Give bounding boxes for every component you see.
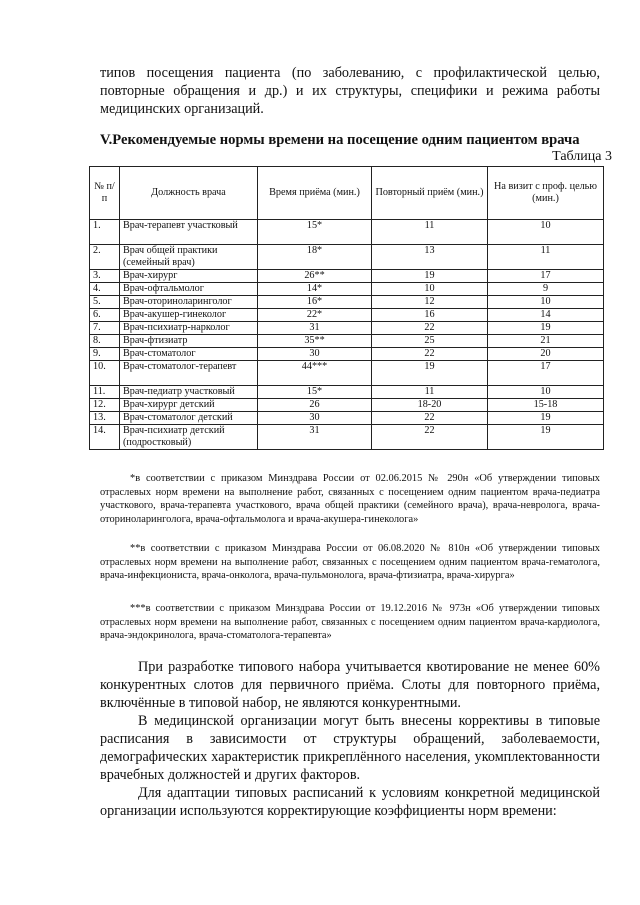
cell-num: 10. — [90, 361, 120, 386]
cell-num: 14. — [90, 425, 120, 450]
cell-num: 13. — [90, 412, 120, 425]
cell-intake: 15* — [258, 220, 372, 245]
paragraph-corrections-text: В медицинской организации могут быть внесены коррективы в типовые расписания в зависимости от структуры обращений, заболеваемости, демографических характеристик прикреплённого населения, укомплектованности врачебных должностей и других факторов. — [100, 713, 600, 783]
header-num: № п/п — [90, 167, 120, 220]
header-preventive: На визит с проф. целью (мин.) — [488, 167, 604, 220]
table-row — [90, 425, 604, 450]
cell-position: Врач-офтальмолог — [120, 283, 258, 296]
table-row — [90, 348, 604, 361]
section-heading: V.Рекомендуемые нормы времени на посещение одним пациентом врача — [100, 132, 580, 148]
cell-position: Врач-акушер-гинеколог — [120, 309, 258, 322]
cell-intake: 16* — [258, 296, 372, 309]
cell-position: Врач общей практики (семейный врач) — [120, 245, 258, 270]
cell-preventive: 11 — [488, 245, 604, 270]
paragraph-adaptation — [100, 784, 600, 820]
cell-preventive: 19 — [488, 322, 604, 335]
cell-intake: 26** — [258, 270, 372, 283]
cell-preventive: 20 — [488, 348, 604, 361]
cell-position: Врач-стоматолог детский — [120, 412, 258, 425]
cell-position: Врач-стоматолог — [120, 348, 258, 361]
intro-paragraph: типов посещения пациента (по заболеванию, с профилактической целью, повторные обращения и др.) и их структуры, специфики и режима работы медицинских организаций. — [100, 65, 600, 117]
paragraph-corrections — [100, 712, 600, 784]
cell-position: Врач-хирург детский — [120, 399, 258, 412]
cell-preventive: 14 — [488, 309, 604, 322]
footnote-1-text: *в соответствии с приказом Минздрава России от 02.06.2015 № 290н «Об утверждении типовых отраслевых норм времени на выполнение работ, связанных с посещением одним пациентом врача-педиатра участкового, врача-терапевта участкового, врача общей практики (семейного врача), врача-невролога, врача-оториноларинголога, врача-офтальмолога и врача-акушера-гинеколога» — [100, 473, 600, 525]
cell-repeat: 22 — [372, 412, 488, 425]
cell-num: 4. — [90, 283, 120, 296]
cell-preventive: 10 — [488, 386, 604, 399]
footnote-3-text: ***в соответствии с приказом Минздрава России от 19.12.2016 № 973н «Об утверждении типовых отраслевых норм времени на выполнение работ, связанных с посещением одним пациентом врача-кардиолога, врача-эндокринолога, врача-стоматолога-терапевта» — [100, 603, 600, 642]
cell-intake: 18* — [258, 245, 372, 270]
paragraph-adaptation-text: Для адаптации типовых расписаний к условиям конкретной медицинской организации используются корректирующие коэффициенты норм времени: — [100, 785, 600, 819]
cell-intake: 44*** — [258, 361, 372, 386]
cell-preventive: 9 — [488, 283, 604, 296]
table-row — [90, 309, 604, 322]
cell-repeat: 12 — [372, 296, 488, 309]
cell-preventive: 21 — [488, 335, 604, 348]
footnote-1 — [100, 472, 600, 526]
paragraph-quota — [100, 658, 600, 712]
cell-repeat: 25 — [372, 335, 488, 348]
cell-num: 5. — [90, 296, 120, 309]
cell-repeat: 13 — [372, 245, 488, 270]
cell-num: 12. — [90, 399, 120, 412]
cell-num: 9. — [90, 348, 120, 361]
cell-repeat: 10 — [372, 283, 488, 296]
header-intake: Время приёма (мин.) — [258, 167, 372, 220]
footnote-3 — [100, 602, 600, 643]
table-row — [90, 220, 604, 245]
cell-repeat: 11 — [372, 220, 488, 245]
time-norms-table — [89, 166, 604, 450]
cell-repeat: 11 — [372, 386, 488, 399]
cell-position: Врач-терапевт участковый — [120, 220, 258, 245]
cell-repeat: 22 — [372, 348, 488, 361]
cell-intake: 31 — [258, 425, 372, 450]
footnote-2 — [100, 542, 600, 583]
cell-intake: 35** — [258, 335, 372, 348]
header-repeat: Повторный приём (мин.) — [372, 167, 488, 220]
cell-position: Врач-психиатр-нарколог — [120, 322, 258, 335]
table-row — [90, 296, 604, 309]
cell-intake: 31 — [258, 322, 372, 335]
cell-intake: 15* — [258, 386, 372, 399]
table-row — [90, 399, 604, 412]
cell-preventive: 10 — [488, 296, 604, 309]
cell-position: Врач-психиатр детский (подростковый) — [120, 425, 258, 450]
table-row — [90, 322, 604, 335]
cell-num: 7. — [90, 322, 120, 335]
cell-num: 1. — [90, 220, 120, 245]
table-row — [90, 270, 604, 283]
cell-position: Врач-стоматолог-терапевт — [120, 361, 258, 386]
cell-num: 8. — [90, 335, 120, 348]
footnote-2-text: **в соответствии с приказом Минздрава России от 06.08.2020 № 810н «Об утверждении типовых отраслевых норм времени на выполнение работ, связанных с посещением одним пациентом врача-гематолога, врача-инфекциониста, врача-онколога, врача-пульмонолога, врача-фтизиатра, врача-хирурга» — [100, 543, 600, 582]
cell-intake: 14* — [258, 283, 372, 296]
header-position: Должность врача — [120, 167, 258, 220]
cell-position: Врач-фтизиатр — [120, 335, 258, 348]
cell-intake: 26 — [258, 399, 372, 412]
cell-num: 11. — [90, 386, 120, 399]
table-row — [90, 283, 604, 296]
cell-num: 6. — [90, 309, 120, 322]
cell-preventive: 17 — [488, 270, 604, 283]
cell-preventive: 17 — [488, 361, 604, 386]
cell-repeat: 16 — [372, 309, 488, 322]
table-row — [90, 361, 604, 386]
cell-repeat: 19 — [372, 361, 488, 386]
table-row — [90, 412, 604, 425]
cell-repeat: 18-20 — [372, 399, 488, 412]
cell-preventive: 19 — [488, 425, 604, 450]
cell-preventive: 15-18 — [488, 399, 604, 412]
cell-position: Врач-хирург — [120, 270, 258, 283]
cell-preventive: 19 — [488, 412, 604, 425]
cell-position: Врач-педиатр участковый — [120, 386, 258, 399]
cell-intake: 30 — [258, 412, 372, 425]
table-header-row — [90, 167, 604, 220]
table-caption: Таблица 3 — [552, 149, 612, 164]
cell-intake: 22* — [258, 309, 372, 322]
table-row — [90, 335, 604, 348]
cell-position: Врач-оториноларинголог — [120, 296, 258, 309]
table-row — [90, 386, 604, 399]
cell-repeat: 22 — [372, 425, 488, 450]
cell-preventive: 10 — [488, 220, 604, 245]
cell-repeat: 19 — [372, 270, 488, 283]
cell-num: 2. — [90, 245, 120, 270]
table-row — [90, 245, 604, 270]
cell-intake: 30 — [258, 348, 372, 361]
paragraph-quota-text: При разработке типового набора учитывается квотирование не менее 60% конкурентных слотов для первичного приёма. Слоты для повторного приёма, включённые в типовой набор, не являются конкурентными. — [100, 659, 600, 711]
cell-repeat: 22 — [372, 322, 488, 335]
cell-num: 3. — [90, 270, 120, 283]
